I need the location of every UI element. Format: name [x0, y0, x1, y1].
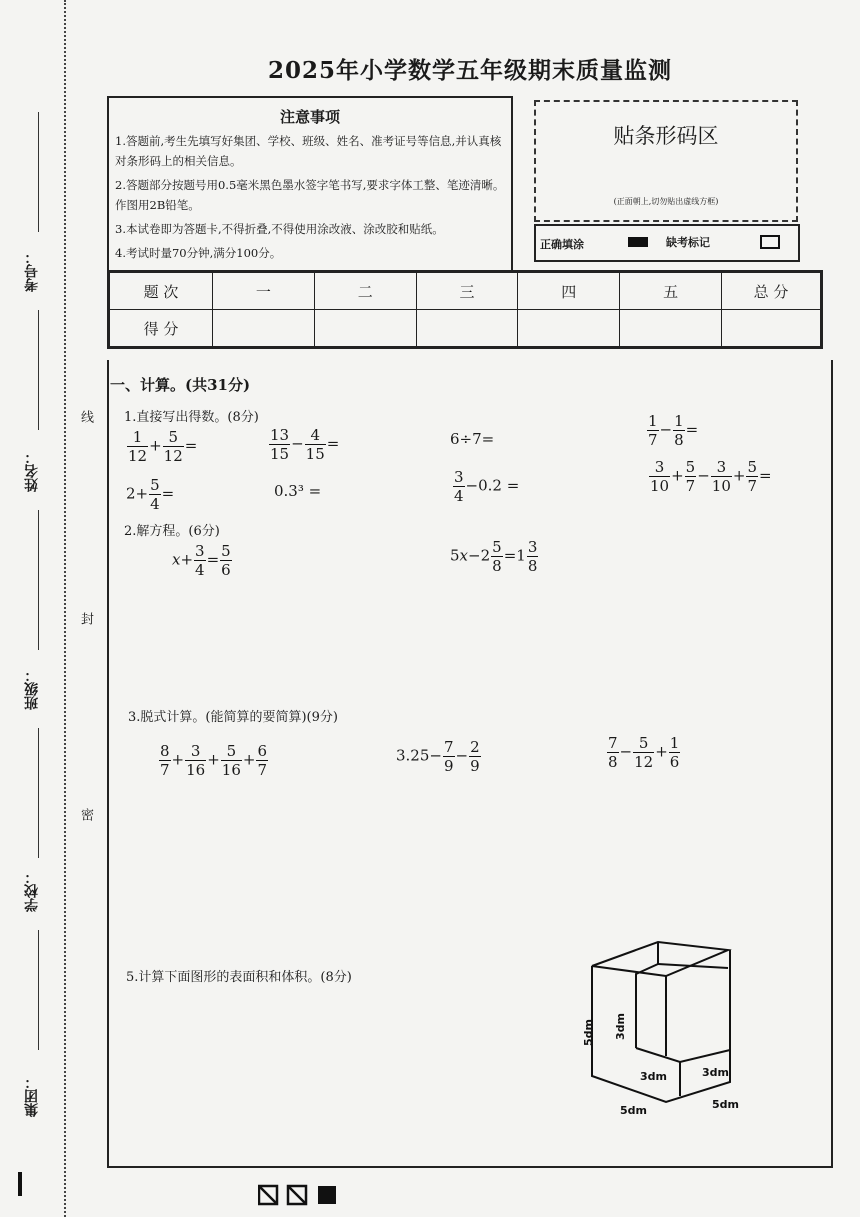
- side-underline: [38, 930, 39, 1050]
- barcode-label: 贴条形码区: [613, 124, 719, 148]
- score-header-cell: 五: [620, 272, 722, 310]
- barcode-area: [534, 100, 798, 222]
- question-2: 2.解方程。(6分): [124, 524, 220, 539]
- score-cell[interactable]: [620, 310, 722, 348]
- correct-fill-label: 正确填涂: [540, 238, 584, 251]
- notice-item: 4.考试时量70分钟,满分100分。: [115, 246, 282, 260]
- notice-item: 2.答题部分按题号用0.5毫米黑色墨水签字笔书写,要求字体工整、笔迹清晰。作图用2B铅笔。: [115, 178, 505, 212]
- score-cell[interactable]: [213, 310, 315, 348]
- equation-2: 5x−2 $\frac{5}{8}$ =1 $\frac{3}{8}$: [450, 538, 538, 575]
- notice-box: [107, 96, 513, 272]
- expr-5: 2+ $\frac{5}{4}$ =: [126, 476, 175, 513]
- question-3: 3.脱式计算。(能简算的要简算)(9分): [128, 710, 338, 725]
- expr-4: $\frac{1}{7}$ − $\frac{1}{8}$ =: [648, 412, 699, 449]
- seal-char: 线: [78, 410, 93, 423]
- absent-box-icon[interactable]: [760, 235, 780, 249]
- equation-1: x+ $\frac{3}{4}$ = $\frac{5}{6}$: [172, 542, 231, 579]
- group-label: 集团：: [24, 1075, 40, 1117]
- expr-1: $\frac{1}{12}$ + $\frac{5}{12}$ =: [128, 428, 198, 465]
- name-label: 姓名：: [24, 450, 40, 492]
- seal-char: 密: [78, 808, 93, 821]
- label-width-5: 5dm: [620, 1104, 647, 1117]
- corner-mark: [18, 1172, 22, 1196]
- side-underline: [38, 112, 39, 232]
- page-title: 2025年小学数学五年级期末质量监测: [268, 57, 673, 84]
- score-header-cell: 三: [416, 272, 518, 310]
- calc-3: $\frac{7}{8}$ − $\frac{5}{12}$ + $\frac{1}{6}$: [608, 734, 680, 771]
- label-width-3: 3dm: [640, 1070, 667, 1083]
- score-table: [107, 270, 823, 349]
- school-label: 学校：: [24, 870, 40, 912]
- score-header-cell: 题 次: [109, 272, 213, 310]
- section-heading: 一、计算。(共31分): [110, 376, 251, 394]
- expr-7: $\frac{3}{4}$ −0.2 =: [454, 468, 520, 505]
- score-row-label: 得 分: [109, 310, 213, 348]
- side-underline: [38, 728, 39, 858]
- expr-5-prefix: 2+: [126, 484, 149, 503]
- label-depth-5: 5dm: [712, 1098, 739, 1111]
- label-height-5: 5dm: [582, 1019, 595, 1046]
- label-height-3: 3dm: [614, 1013, 627, 1040]
- class-label: 班级：: [24, 668, 40, 710]
- alignment-marks: [258, 1184, 348, 1206]
- seal-char: 封: [78, 612, 93, 625]
- score-cell[interactable]: [416, 310, 518, 348]
- calc-2: 3.25− $\frac{7}{9}$ − $\frac{2}{9}$: [396, 738, 480, 775]
- question-5: 5.计算下面图形的表面积和体积。(8分): [126, 970, 352, 985]
- expr-6: 0.3³ =: [274, 482, 322, 500]
- filled-mark-icon: [628, 237, 648, 247]
- score-cell[interactable]: [314, 310, 416, 348]
- notice-heading: 注意事项: [279, 108, 340, 126]
- calc-1: $\frac{8}{7}$ + $\frac{3}{16}$ + $\frac{5}{16}$ + $\frac{6}{7}$: [160, 742, 268, 779]
- notice-item: 3.本试卷即为答题卡,不得折叠,不得使用涂改液、涂改胶和贴纸。: [115, 222, 444, 236]
- cuboid-figure: [570, 930, 750, 1130]
- expr-3: 6÷7=: [450, 430, 495, 448]
- binding-dotted-line: [64, 0, 66, 1217]
- score-header-cell: 一: [213, 272, 315, 310]
- absent-mark-label: 缺考标记: [666, 236, 710, 249]
- score-header-cell: 四: [518, 272, 620, 310]
- notice-item: 1.答题前,考生先填写好集团、学校、班级、姓名、准考证号等信息,并认真核对条形码上的相关信息。: [115, 134, 502, 168]
- side-underline: [38, 510, 39, 650]
- score-cell[interactable]: [722, 310, 822, 348]
- fill-legend: [534, 224, 800, 262]
- score-cell[interactable]: [518, 310, 620, 348]
- expr-2: $\frac{13}{15}$ − $\frac{4}{15}$ =: [270, 426, 340, 463]
- question-1: 1.直接写出得数。(8分): [124, 410, 259, 425]
- score-header-cell: 二: [314, 272, 416, 310]
- score-header-cell: 总 分: [722, 272, 822, 310]
- side-underline: [38, 310, 39, 430]
- barcode-note: (正面朝上,切勿贴出虚线方框): [613, 197, 719, 206]
- calc-2-prefix: 3.25−: [396, 746, 442, 765]
- expr-7-suffix: −0.2 =: [465, 476, 520, 495]
- exam-number-label: 考号：: [24, 250, 40, 292]
- label-depth-3: 3dm: [702, 1066, 729, 1079]
- expr-8: $\frac{3}{10}$ + $\frac{5}{7}$ − $\frac{3}{10}$ + $\frac{5}{7}$ =: [650, 458, 772, 495]
